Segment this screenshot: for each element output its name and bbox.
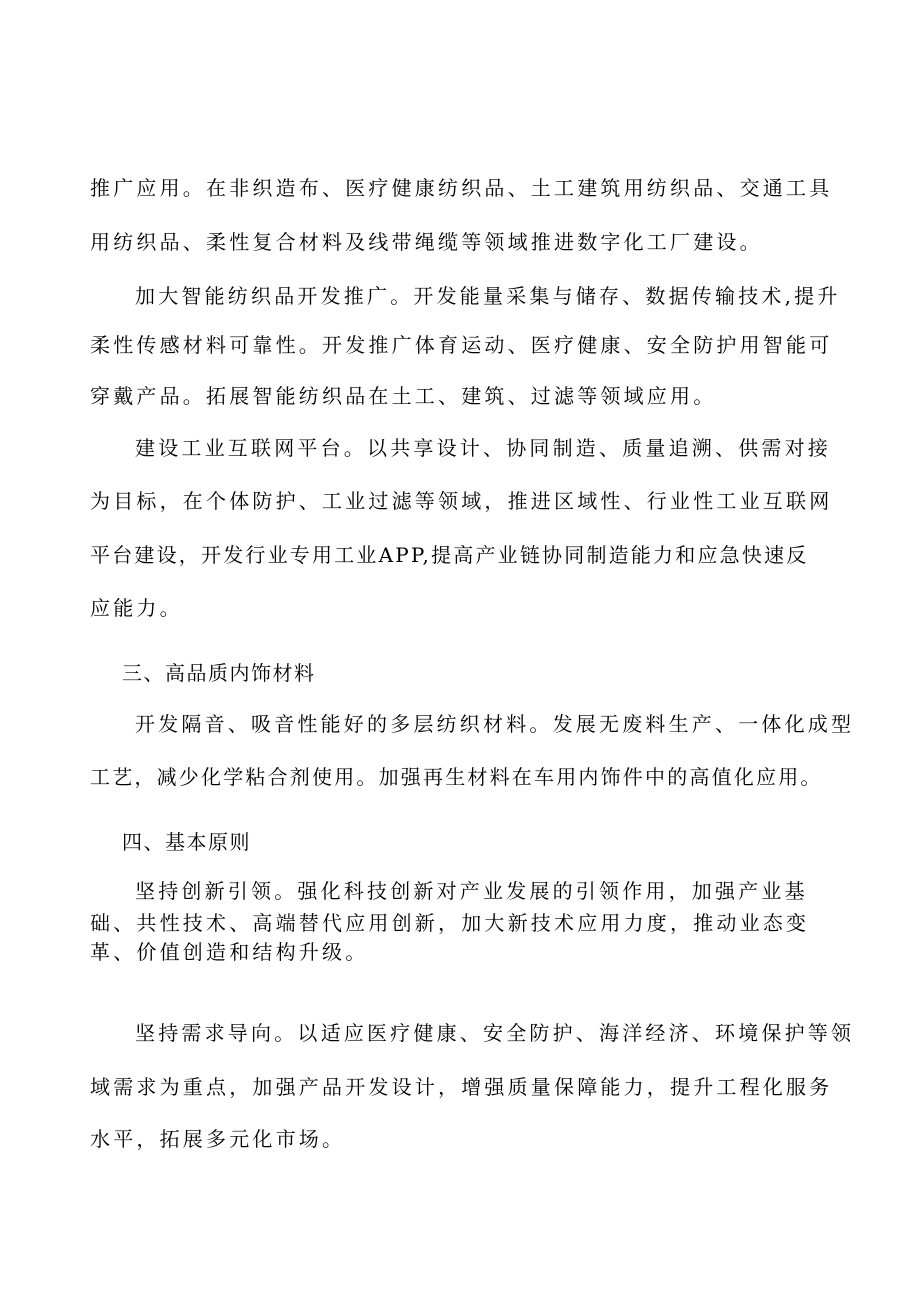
paragraph-line: 用纺织品、柔性复合材料及线带绳缆等领域推进数字化工厂建设。 bbox=[90, 230, 763, 254]
paragraph-line: 水平，拓展多元化市场。 bbox=[90, 1127, 346, 1151]
paragraph-line: 穿戴产品。拓展智能纺织品在土工、建筑、过滤等领域应用。 bbox=[90, 384, 717, 408]
section-heading: 三、高品质内饰材料 bbox=[122, 661, 316, 685]
paragraph-line: 坚持需求导向。以适应医疗健康、安全防护、海洋经济、环境保护等领 bbox=[135, 1021, 855, 1045]
paragraph-line: 推广应用。在非织造布、医疗健康纺织品、土工建筑用纺织品、交通工具 bbox=[90, 176, 833, 200]
paragraph-line: 坚持创新引领。强化科技创新对产业发展的引领作用，加强产业基 bbox=[135, 879, 808, 903]
paragraph-line: 开发隔音、吸音性能好的多层纺织材料。发展无废料生产、一体化成型 bbox=[135, 712, 855, 736]
paragraph-line: 应能力。 bbox=[90, 596, 183, 620]
paragraph-line: 域需求为重点，加强产品开发设计，增强质量保障能力，提升工程化服务 bbox=[90, 1075, 833, 1099]
paragraph-line: 平台建设，开发行业专用工业APP,提高产业链协同制造能力和应急快速反 bbox=[90, 543, 809, 567]
paragraph-line: 为目标，在个体防护、工业过滤等领域，推进区域性、行业性工业互联网 bbox=[90, 489, 833, 513]
paragraph-line: 加大智能纺织品开发推广。开发能量采集与储存、数据传输技术,提升 bbox=[135, 284, 841, 308]
paragraph-line: 础、共性技术、高端替代应用创新，加大新技术应用力度，推动业态变 bbox=[90, 911, 810, 935]
paragraph-line: 建设工业互联网平台。以共享设计、协同制造、质量追溯、供需对接 bbox=[135, 436, 831, 460]
section-heading: 四、基本原则 bbox=[122, 830, 251, 854]
paragraph-line: 工艺，减少化学粘合剂使用。加强再生材料在车用内饰件中的高值化应用。 bbox=[90, 765, 823, 789]
paragraph-line: 柔性传感材料可靠性。开发推广体育运动、医疗健康、安全防护用智能可 bbox=[90, 333, 833, 357]
paragraph-line: 革、价值创造和结构升级。 bbox=[90, 940, 369, 964]
